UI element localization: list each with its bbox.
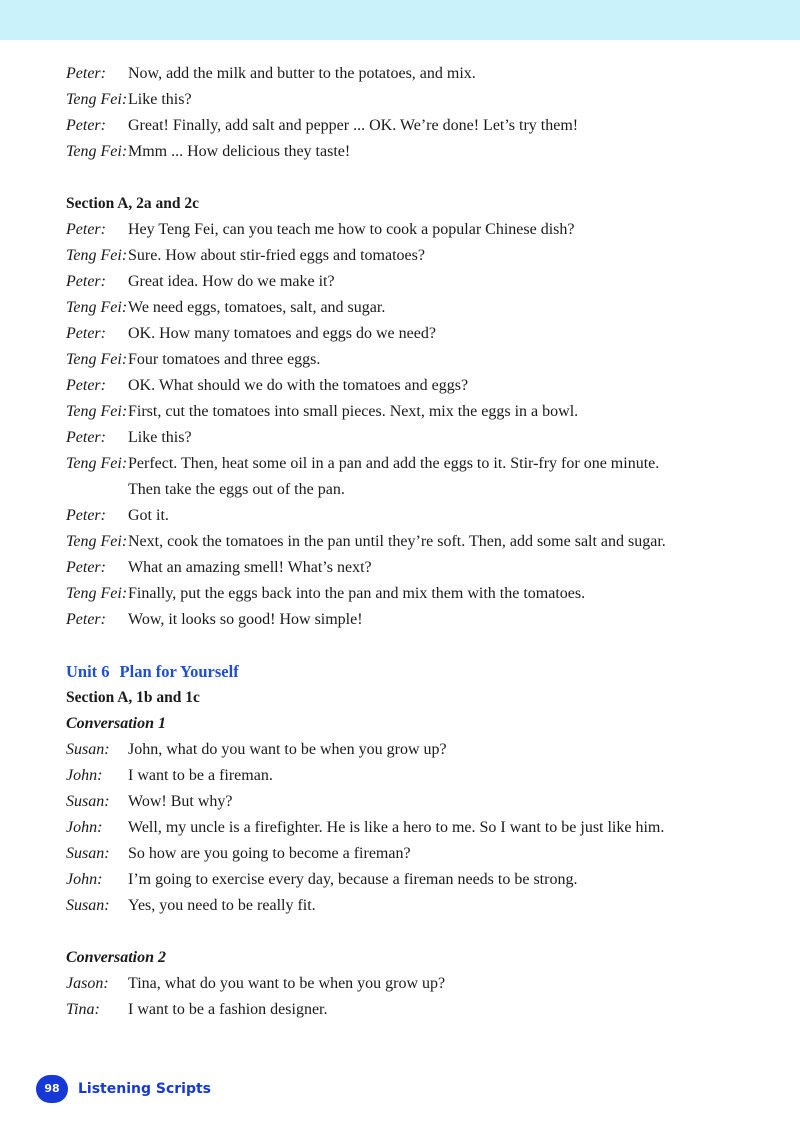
speaker: Peter: — [66, 429, 106, 446]
dialogue-line — [66, 61, 766, 87]
line-text: Yes, you need to be really fit. — [128, 897, 316, 914]
dialogue-line — [66, 607, 766, 633]
speaker: Peter: — [66, 507, 106, 524]
line-text: Then take the eggs out of the pan. — [128, 481, 345, 498]
spacer — [66, 633, 766, 659]
speaker: Peter: — [66, 117, 106, 134]
speaker: Teng Fei: — [66, 533, 128, 550]
dialogue-line — [66, 269, 766, 295]
conversation-2 — [66, 971, 766, 1023]
line-text: Got it. — [128, 507, 169, 524]
speaker: Susan: — [66, 741, 110, 758]
dialogue-line — [66, 997, 766, 1023]
line-text: Like this? — [128, 429, 192, 446]
dialogue-line — [66, 217, 766, 243]
line-text: Great idea. How do we make it? — [128, 273, 335, 290]
unit-title: Plan for Yourself — [119, 662, 239, 681]
dialogue-line — [66, 529, 766, 555]
speaker: Peter: — [66, 325, 106, 342]
dialogue-line — [66, 893, 766, 919]
speaker: John: — [66, 819, 103, 836]
line-text: Wow, it looks so good! How simple! — [128, 611, 363, 628]
dialogue-line — [66, 581, 766, 607]
dialogue-line — [66, 243, 766, 269]
speaker: Peter: — [66, 65, 106, 82]
dialogue-line — [66, 503, 766, 529]
conversation-title: Conversation 1 — [66, 715, 167, 732]
dialogue-line — [66, 347, 766, 373]
line-text: I want to be a fireman. — [128, 767, 273, 784]
line-text: Sure. How about stir-fried eggs and tomatoes? — [128, 247, 425, 264]
dialogue-line — [66, 295, 766, 321]
line-text: I want to be a fashion designer. — [128, 1001, 328, 1018]
dialogue-section-2a — [66, 217, 766, 633]
page-number-badge: 98 — [36, 1075, 68, 1103]
line-text: Wow! But why? — [128, 793, 233, 810]
line-text: So how are you going to become a fireman? — [128, 845, 411, 862]
line-text: Next, cook the tomatoes in the pan until they’re soft. Then, add some salt and sugar. — [128, 533, 666, 550]
line-text: I’m going to exercise every day, because a fireman needs to be strong. — [128, 871, 578, 888]
dialogue-line — [66, 841, 766, 867]
dialogue-line — [66, 87, 766, 113]
dialogue-continued — [66, 61, 766, 165]
speaker: John: — [66, 871, 103, 888]
speaker: Peter: — [66, 273, 106, 290]
speaker: Peter: — [66, 611, 106, 628]
speaker: Susan: — [66, 793, 110, 810]
dialogue-line — [66, 867, 766, 893]
line-text: Great! Finally, add salt and pepper ... OK. We’re done! Let’s try them! — [128, 117, 579, 134]
unit-heading — [66, 659, 766, 685]
line-text: Like this? — [128, 91, 192, 108]
section-heading: Section A, 2a and 2c — [66, 195, 200, 212]
dialogue-line — [66, 789, 766, 815]
dialogue-line — [66, 425, 766, 451]
dialogue-line — [66, 321, 766, 347]
dialogue-line — [66, 555, 766, 581]
dialogue-line — [66, 139, 766, 165]
speaker: Peter: — [66, 221, 106, 238]
line-text: Well, my uncle is a firefighter. He is like a hero to me. So I want to be just like him. — [128, 819, 665, 836]
speaker: Teng Fei: — [66, 247, 128, 264]
speaker: Teng Fei: — [66, 143, 128, 160]
dialogue-line — [66, 815, 766, 841]
line-text: Hey Teng Fei, can you teach me how to cook a popular Chinese dish? — [128, 221, 575, 238]
line-text: OK. What should we do with the tomatoes and eggs? — [128, 377, 469, 394]
conversation-1 — [66, 737, 766, 919]
speaker: Peter: — [66, 559, 106, 576]
dialogue-line-continuation — [66, 477, 766, 503]
speaker: Susan: — [66, 897, 110, 914]
page-content — [66, 61, 766, 1023]
speaker: Teng Fei: — [66, 455, 128, 472]
speaker: Susan: — [66, 845, 110, 862]
spacer — [66, 165, 766, 191]
speaker: Teng Fei: — [66, 299, 128, 316]
speaker: Tina: — [66, 1001, 100, 1018]
line-text: Four tomatoes and three eggs. — [128, 351, 321, 368]
dialogue-line — [66, 373, 766, 399]
dialogue-line — [66, 971, 766, 997]
unit-number: Unit 6 — [66, 662, 110, 681]
dialogue-line — [66, 113, 766, 139]
speaker: Teng Fei: — [66, 351, 128, 368]
dialogue-line — [66, 399, 766, 425]
line-text: John, what do you want to be when you grow up? — [128, 741, 447, 758]
speaker: Peter: — [66, 377, 106, 394]
conversation-title: Conversation 2 — [66, 949, 167, 966]
section-heading: Section A, 1b and 1c — [66, 689, 200, 706]
speaker: John: — [66, 767, 103, 784]
line-text: Finally, put the eggs back into the pan and mix them with the tomatoes. — [128, 585, 586, 602]
line-text: Now, add the milk and butter to the potatoes, and mix. — [128, 65, 476, 82]
line-text: Tina, what do you want to be when you grow up? — [128, 975, 446, 992]
line-text: OK. How many tomatoes and eggs do we need? — [128, 325, 436, 342]
dialogue-line — [66, 451, 766, 477]
speaker: Teng Fei: — [66, 585, 128, 602]
footer-label: Listening Scripts — [78, 1081, 211, 1097]
line-text: Perfect. Then, heat some oil in a pan and add the eggs to it. Stir-fry for one minute. — [128, 455, 660, 472]
spacer — [66, 919, 766, 945]
line-text: We need eggs, tomatoes, salt, and sugar. — [128, 299, 386, 316]
speaker: Teng Fei: — [66, 91, 128, 108]
top-color-band — [0, 0, 800, 40]
dialogue-line — [66, 763, 766, 789]
line-text: Mmm ... How delicious they taste! — [128, 143, 351, 160]
dialogue-line — [66, 737, 766, 763]
line-text: First, cut the tomatoes into small pieces. Next, mix the eggs in a bowl. — [128, 403, 579, 420]
speaker: Teng Fei: — [66, 403, 128, 420]
line-text: What an amazing smell! What’s next? — [128, 559, 372, 576]
speaker: Jason: — [66, 975, 109, 992]
